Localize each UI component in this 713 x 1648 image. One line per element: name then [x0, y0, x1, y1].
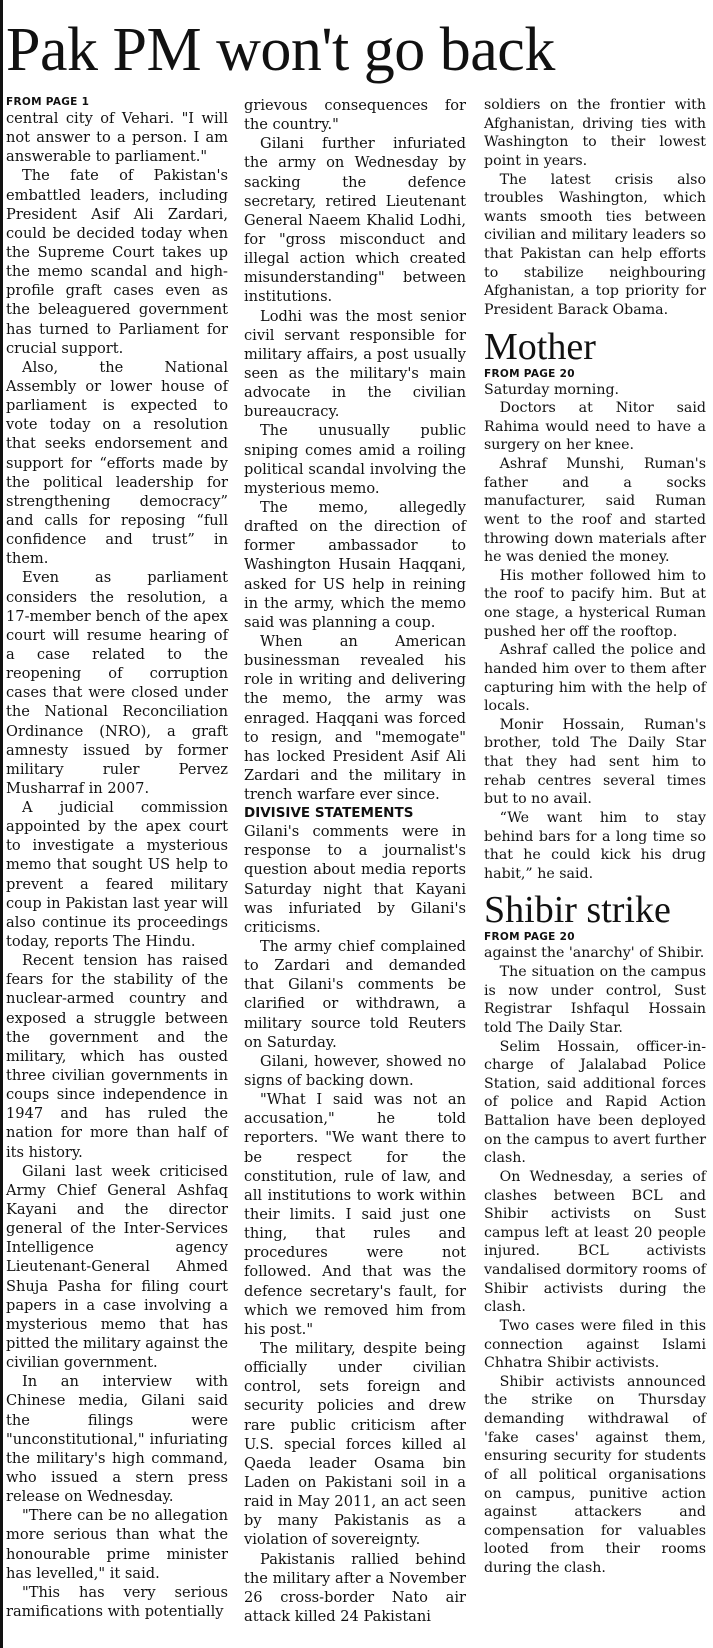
article-paragraph: against the 'anarchy' of Shibir. — [484, 945, 705, 962]
article-paragraph: The memo, allegedly drafted on the direction of former ambassador to Washington Husain Haqqani, asked for US help in reining in the army, which the memo said was planning a coup. — [244, 498, 466, 631]
column-3 — [484, 96, 706, 1578]
article-paragraph: Doctors at Nitor said Rahima would need to have a surgery on her knee. — [484, 400, 706, 454]
article-paragraph: The army chief complained to Zardari and demanded that Gilani's comments be clarified or withdrawn, a military source told Reuters on Saturday. — [244, 938, 466, 1051]
article-paragraph: Ashraf Munshi, Ruman's father and a socks manufacturer, said Ruman went to the roof and started throwing down materials after he was denied the money. — [484, 456, 706, 566]
article-paragraph: The situation on the campus is now under control, Sust Registrar Ishfaqul Hossain told The Daily Star. — [484, 964, 706, 1036]
headline: Pak PM won't go back — [6, 16, 555, 84]
article-paragraph: A judicial commission appointed by the apex court to investigate a mysterious memo that sought US help to prevent a feared military coup in Pakistan last year will also continue its proceedings today, reports The Hindu. — [6, 799, 228, 951]
article-paragraph: "What I said was not an accusation," he told reporters. "We want there to be respect for the constitution, rule of law, and all institutions to work within their limits. I said just one thing, that rules and procedures were not followed. And that was the defence secretary's fault, for which we removed him from his post." — [244, 1091, 466, 1338]
article-paragraph: Gilani further infuriated the army on Wednesday by sacking the defence secretary, retired Lieutenant General Naeem Khalid Lodhi, for "gross misconduct and illegal action which created misunderstanding" between institutions. — [244, 135, 466, 306]
article-paragraph: Lodhi was the most senior civil servant responsible for military affairs, a post usually seen as the military's main advocate in the civilian bureaucracy. — [244, 307, 466, 421]
article-paragraph: Selim Hossain, officer-in-charge of Jalalabad Police Station, said additional forces of police and Rapid Action Battalion have been deployed on the campus to avert further clash. — [484, 1038, 706, 1167]
subheading: DIVISIVE STATEMENTS — [244, 805, 414, 822]
article-paragraph: Even as parliament considers the resolution, a 17-member bench of the apex court will resume hearing of a case related to the reopening of corruption cases that were closed under the National Reconciliation Ordinance (NRO), a graft amnesty issued by former military ruler Pervez Musharraf in 2007. — [6, 569, 228, 797]
article-paragraph: His mother followed him to the roof to pacify him. But at one stage, a hysterical Ruman pushed her off the rooftop. — [484, 567, 706, 640]
article-paragraph: Gilani last week criticised Army Chief General Ashfaq Kayani and the director general of the Inter-Services Intelligence agency Lieutenant-General Ahmed Shuja Pasha for filing court papers in a case involving a mysterious memo that has pitted the military against the civilian government. — [6, 1162, 228, 1372]
article-paragraph: “We want him to stay behind bars for a long time so that he could kick his drug habit,” he said. — [484, 809, 706, 882]
article-paragraph: The unusually public sniping comes amid a roiling political scandal involving the mysterious memo. — [244, 422, 466, 497]
article-paragraph: The military, despite being officially under civilian control, sets foreign and security policies and drew rare public criticism after U.S. special forces killed al Qaeda leader Osama bin Laden on Pakistani soil in a raid in May 2011, an act seen by many Pakistanis as a violation of sovereignty. — [244, 1340, 466, 1549]
article-paragraph: Gilani's comments were in response to a journalist's question about media reports Saturday night that Kayani was infuriated by Gilani's criticisms. — [244, 823, 466, 936]
article-paragraph: When an American businessman revealed his role in writing and delivering the memo, the army was enraged. Haqqani was forced to resign, and "memogate" has locked President Asif Ali Zardari and the military in trench warfare ever since. — [244, 632, 466, 804]
article-paragraph: grievous consequences for the country." — [244, 97, 466, 134]
article-paragraph: "This has very serious ramifications with potentially — [6, 1583, 228, 1620]
article-paragraph: Monir Hossain, Ruman's brother, told The Daily Star that they had sent him to rehab centres several times but to no avail. — [484, 716, 706, 808]
article-paragraph: Saturday morning. — [484, 381, 620, 398]
article-paragraph: soldiers on the frontier with Afghanistan, driving ties with Washington to their lowest point in years. — [484, 97, 706, 169]
column-2 — [244, 96, 466, 1626]
article-paragraph: Gilani, however, showed no signs of backing down. — [244, 1052, 466, 1090]
article-paragraph: On Wednesday, a series of clashes between BCL and Shibir activists on Sust campus left at least 20 people injured. BCL activists vandalised dormitory rooms of Shibir activists during the clash. — [484, 1168, 706, 1316]
shibir-strike-headline: Shibir strike — [484, 889, 671, 932]
article-paragraph: Two cases were filed in this connection against Islami Chhatra Shibir activists. — [484, 1317, 706, 1372]
from-page-kicker: FROM PAGE 20 — [484, 931, 575, 944]
article-paragraph: In an interview with Chinese media, Gilani said the filings were "unconstitutional," infuriating the military's high command, who issued a stern press release on Wednesday. — [6, 1373, 228, 1506]
column-1 — [6, 96, 228, 1621]
article-paragraph: Also, the National Assembly or lower house of parliament is expected to vote today on a resolution that seeks endorsement and support for “efforts made by the political leadership for strengthening democracy” and calls for reposing “full confidence and trust” in them. — [6, 358, 228, 568]
left-column-rule — [0, 0, 3, 1648]
article-paragraph: Ashraf called the police and handed him over to them after capturing him with the help of locals. — [484, 642, 706, 715]
article-paragraph: central city of Vehari. "I will not answer to a person. I am answerable to parliament." — [6, 110, 228, 166]
article-paragraph: The latest crisis also troubles Washington, which wants smooth ties between civilian and military leaders so that Pakistan can help efforts to stabilize neighbouring Afghanistan, a top priority for President Barack Obama. — [484, 171, 706, 318]
article-paragraph: Shibir activists announced the strike on Thursday demanding withdrawal of 'fake cases' against them, ensuring security for students of all political organisations on campus, punitive action against attackers and compensation for valuables looted from their rooms during the clash. — [484, 1373, 706, 1576]
article-paragraph: Pakistanis rallied behind the military after a November 26 cross-border Nato air attack killed 24 Pakistani — [244, 1550, 466, 1625]
mother-headline: Mother — [484, 325, 596, 368]
article-paragraph: The fate of Pakistan's embattled leaders, including President Asif Ali Zardari, could be decided today when the Supreme Court takes up the memo scandal and high-profile graft cases even as the beleaguered government has turned to Parliament for crucial support. — [6, 167, 228, 357]
article-paragraph: "There can be no allegation more serious than what the honourable prime minister has levelled," it said. — [6, 1507, 228, 1582]
article-paragraph: Recent tension has raised fears for the stability of the nuclear-armed country and exposed a struggle between the government and the military, which has ousted three civilian governments in coups since independence in 1947 and has ruled the nation for more than half of its history. — [6, 952, 228, 1161]
from-page-kicker: FROM PAGE 20 — [484, 367, 575, 380]
from-page-kicker: FROM PAGE 1 — [6, 96, 90, 108]
